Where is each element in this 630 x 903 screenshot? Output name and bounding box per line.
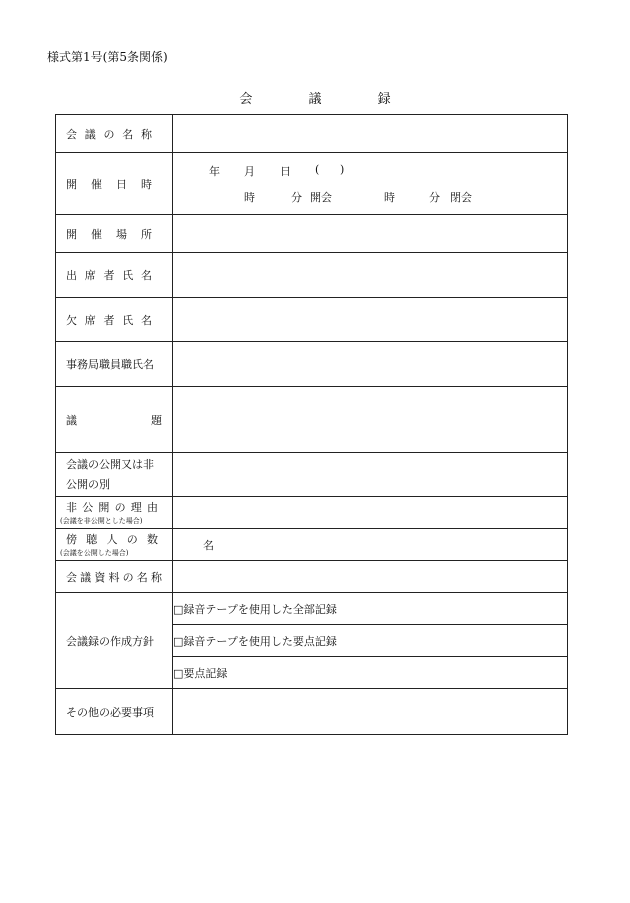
label-char: 題: [151, 413, 162, 427]
row-public-status: [56, 453, 568, 497]
label-public-status: [56, 453, 173, 497]
label-text: その他の必要事項: [66, 705, 154, 719]
title-char: 会: [239, 92, 253, 107]
label-char: 催: [91, 177, 102, 191]
label-char: 場: [116, 227, 127, 241]
close-hour-label: 時: [384, 190, 395, 204]
close-label: 閉会: [450, 190, 472, 204]
label-char: 公: [82, 501, 94, 514]
label-text: 公開の別: [66, 477, 110, 491]
label-char: 由: [146, 501, 158, 514]
row-private-reason: [56, 497, 568, 529]
year-label: 年: [209, 164, 220, 178]
open-minute-label: 分: [291, 190, 302, 204]
row-audience: [56, 529, 568, 561]
label-char: 欠: [66, 313, 77, 327]
label-char: 名: [122, 127, 134, 141]
label-char: の: [103, 127, 115, 141]
label-char: 議: [66, 413, 77, 427]
field-materials[interactable]: [173, 561, 568, 593]
label-char: 席: [84, 269, 96, 282]
audience-unit: 名: [203, 538, 214, 552]
label-char: 聴: [86, 533, 98, 546]
title-char: 議: [308, 92, 322, 107]
label-char: 所: [141, 227, 152, 241]
label-private-reason: [56, 497, 173, 529]
label-char: の: [122, 570, 134, 584]
label-char: の: [114, 501, 126, 514]
row-datetime: [56, 153, 568, 215]
method-option-summary-recording[interactable]: [173, 625, 568, 657]
field-staff[interactable]: [173, 342, 568, 387]
row-meeting-name: [56, 115, 568, 153]
row-venue: [56, 215, 568, 253]
label-char: 会: [66, 127, 77, 141]
label-agenda: [56, 387, 173, 453]
label-char: 議: [80, 570, 92, 584]
label-char: 日: [116, 177, 127, 191]
label-char: 称: [150, 570, 162, 584]
label-char: 資: [94, 570, 106, 584]
title-char: 録: [377, 92, 391, 107]
label-char: 開: [98, 501, 110, 514]
label-venue: [56, 215, 173, 253]
label-char: 席: [84, 313, 96, 327]
label-char: 非: [66, 501, 77, 514]
label-char: 開: [66, 177, 77, 191]
label-char: 数: [147, 533, 158, 546]
label-char: の: [126, 533, 138, 546]
label-char: 催: [91, 227, 102, 241]
label-attendees: [56, 253, 173, 298]
label-char: 時: [141, 177, 152, 191]
label-datetime: [56, 153, 173, 215]
close-minute-label: 分: [429, 190, 440, 204]
field-public-status[interactable]: [173, 453, 568, 497]
row-attendees: [56, 253, 568, 298]
label-char: 出: [66, 269, 77, 282]
label-char: 会: [66, 570, 77, 584]
field-audience[interactable]: [173, 529, 568, 561]
label-char: 開: [66, 227, 77, 241]
label-char: 称: [141, 127, 152, 141]
minutes-form-table: [55, 114, 568, 735]
method-option-summary[interactable]: [173, 657, 568, 689]
option-text: □録音テープを使用した全部記録: [173, 602, 337, 616]
label-method: [56, 593, 173, 689]
option-text: □録音テープを使用した要点記録: [173, 634, 337, 648]
label-note: (会議を非公開とした場合): [60, 517, 143, 525]
field-venue[interactable]: [173, 215, 568, 253]
field-attendees[interactable]: [173, 253, 568, 298]
form-number: 様式第1号(第5条関係): [47, 50, 168, 64]
label-staff: [56, 342, 173, 387]
field-meeting-name[interactable]: [173, 115, 568, 153]
method-option-full-recording[interactable]: [173, 593, 568, 625]
option-text: □要点記録: [173, 666, 228, 680]
field-datetime[interactable]: [173, 153, 568, 215]
label-text: 事務局職員職氏名: [66, 358, 154, 371]
label-text: 会議の公開又は非: [66, 457, 154, 471]
row-absentees: [56, 298, 568, 342]
field-other[interactable]: [173, 689, 568, 735]
open-label: 開会: [310, 190, 332, 204]
field-agenda[interactable]: [173, 387, 568, 453]
field-absentees[interactable]: [173, 298, 568, 342]
label-char: 者: [103, 313, 115, 327]
row-materials: [56, 561, 568, 593]
label-char: 名: [141, 269, 152, 282]
label-materials: [56, 561, 173, 593]
label-char: 人: [106, 533, 118, 546]
open-hour-label: 時: [244, 190, 255, 204]
row-other: [56, 689, 568, 735]
label-meeting-name: [56, 115, 173, 153]
label-char: 傍: [66, 533, 77, 546]
label-char: 料: [108, 570, 120, 584]
row-method: [56, 593, 568, 625]
label-char: 議: [84, 127, 96, 141]
weekday-paren-close: ): [340, 162, 345, 176]
label-absentees: [56, 298, 173, 342]
row-staff: [56, 342, 568, 387]
label-note: (会議を公開した場合): [60, 549, 129, 557]
field-private-reason[interactable]: [173, 497, 568, 529]
label-audience: [56, 529, 173, 561]
label-other: [56, 689, 173, 735]
day-label: 日: [280, 164, 291, 178]
row-agenda: [56, 387, 568, 453]
label-text: 会議録の作成方針: [66, 634, 154, 648]
label-char: 名: [141, 313, 152, 327]
label-char: 者: [103, 269, 115, 282]
weekday-paren-open: (: [315, 162, 320, 176]
label-char: 氏: [122, 269, 134, 282]
label-char: 氏: [122, 313, 134, 327]
label-char: 理: [130, 501, 142, 514]
label-char: 名: [136, 570, 148, 584]
month-label: 月: [244, 164, 255, 178]
document-title: [0, 88, 630, 107]
